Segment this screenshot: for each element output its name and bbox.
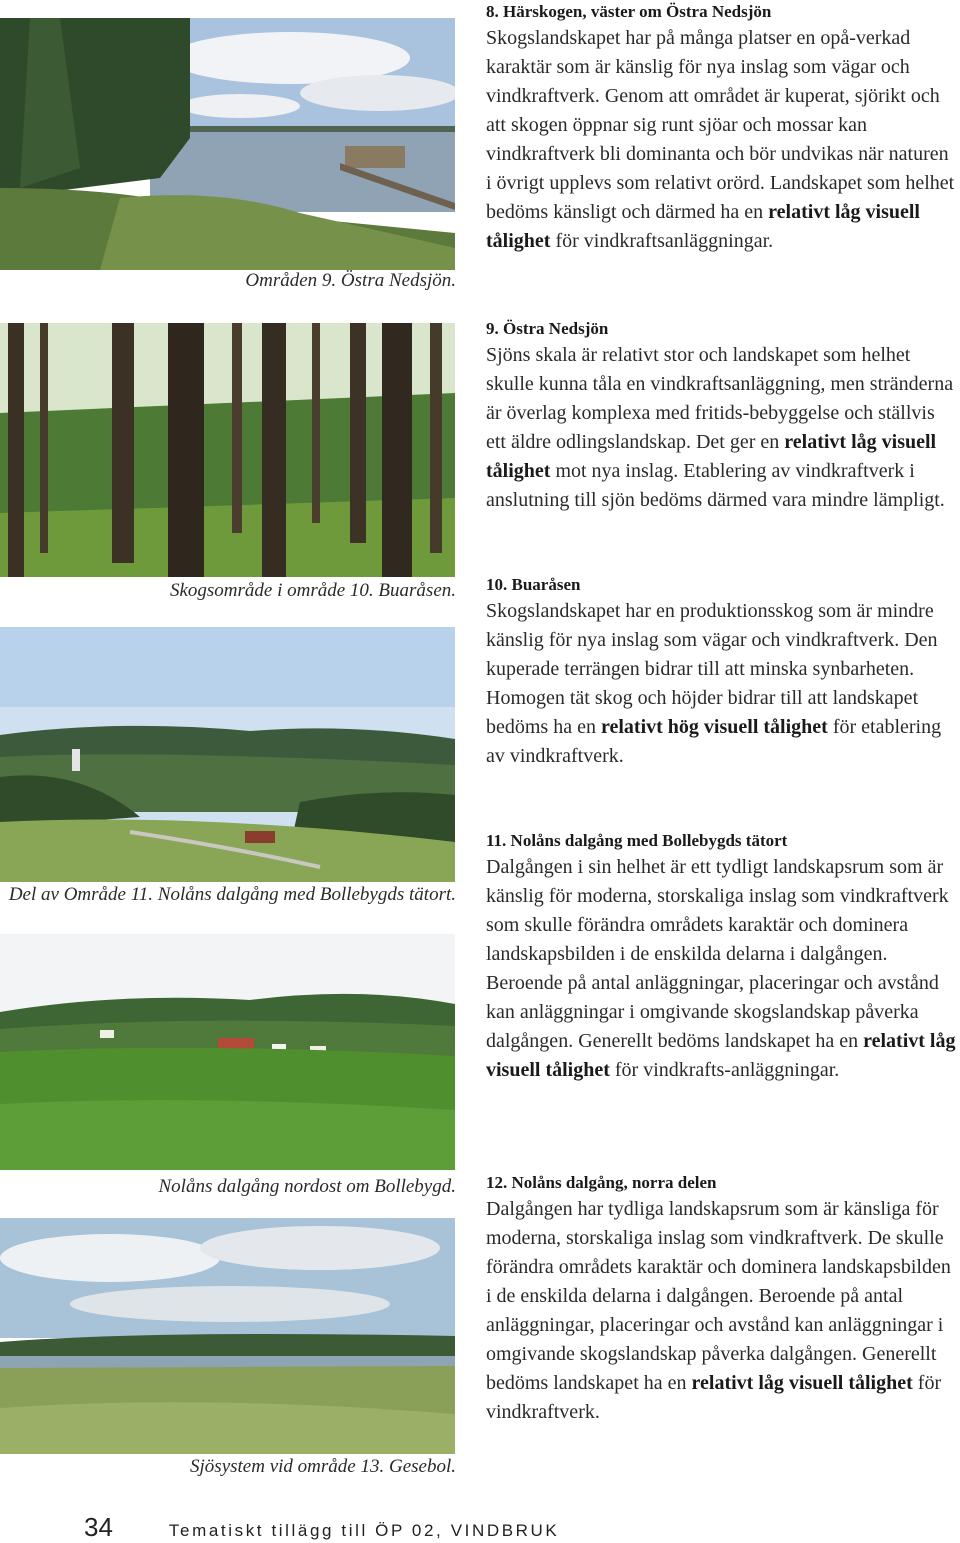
photo-spruce-forest bbox=[0, 323, 455, 577]
section-heading: 12. Nolåns dalgång, norra delen bbox=[486, 1173, 717, 1192]
tolerance-rating: relativt låg visuell tålighet bbox=[486, 201, 920, 252]
section-nolans-dalgang-tatort bbox=[486, 829, 958, 1085]
section-heading: 10. Buaråsen bbox=[486, 575, 581, 594]
tolerance-rating: relativt låg visuell tålighet bbox=[691, 1372, 913, 1394]
photo-caption: Områden 9. Östra Nedsjön. bbox=[245, 270, 456, 291]
section-heading: 11. Nolåns dalgång med Bollebygds tätort bbox=[486, 831, 788, 850]
tolerance-rating: relativt hög visuell tålighet bbox=[600, 716, 828, 738]
section-buarasen bbox=[486, 573, 958, 771]
photo-valley-town bbox=[0, 627, 455, 882]
photo-lake-shore bbox=[0, 18, 455, 270]
photo-caption: Sjösystem vid område 13. Gesebol. bbox=[190, 1456, 456, 1477]
section-body: Skogslandskapet har en produktionsskog som är mindre känslig för nya inslag som vägar och vindkraftverk. Den kuperade terrängen bidrar till att minska synbarheten. Homogen tät skog och höjder bidrar till att landskapet bedöms ha en relativt hög visuell tålighet för etablering av vindkraftverk. bbox=[486, 600, 942, 767]
photo-caption: Del av Område 11. Nolåns dalgång med Bollebygds tätort. bbox=[8, 884, 456, 905]
section-ostra-nedsjon bbox=[486, 317, 958, 515]
tolerance-rating: relativt låg visuell tålighet bbox=[486, 431, 937, 482]
section-body: Sjöns skala är relativt stor och landskapet som helhet skulle kunna tåla en vindkraftsanläggning, men stränderna är överlag komplexa med fritids-bebyggelse och ställvis ett äldre odlingslandskap. Det ger en relativt låg visuell tålighet mot nya inslag. Etablering av vindkraftverk i anslutning till sjön bedöms därmed vara mindre lämpligt. bbox=[486, 344, 954, 511]
section-body: Skogslandskapet har på många platser en opå-verkad karaktär som är känslig för nya inslag som vägar och vindkraftverk. Genom att området är kuperat, sjörikt och att skogen öppnar sig runt sjöar och mossar kan vindkraftverk bli dominanta och bör undvikas när naturen i övrigt upplevs som relativt orörd. Landskapet som helhet bedöms känsligt och därmed ha en relativt låg visuell tålighet för vindkraftsanläggningar. bbox=[486, 27, 955, 252]
section-heading: 8. Härskogen, väster om Östra Nedsjön bbox=[486, 2, 772, 21]
photo-caption: Nolåns dalgång nordost om Bollebygd. bbox=[158, 1176, 456, 1197]
page-number: 34 bbox=[84, 1512, 113, 1542]
photo-lake-meadow bbox=[0, 1218, 455, 1454]
section-body: Dalgången har tydliga landskapsrum som är känsliga för moderna, storskaliga inslag som vindkraftverk. De skulle förändra områdets karaktär och dominera landskapsbilden i de enskilda delarna i dalgången. Beroende på antal anläggningar, placeringar och avstånd kan anläggningar i omgivande skogslandskap påverka dalgången. Generellt bedöms landskapet ha en relativt låg visuell tålighet för vindkraftverk. bbox=[486, 1198, 951, 1423]
photo-green-field bbox=[0, 934, 455, 1170]
page-footer bbox=[84, 1512, 559, 1543]
section-nolans-dalgang-norra bbox=[486, 1171, 958, 1427]
tolerance-rating: relativt låg visuell tålighet bbox=[486, 1030, 956, 1081]
photo-caption: Skogsområde i område 10. Buaråsen. bbox=[169, 580, 456, 601]
section-body: Dalgången i sin helhet är ett tydligt landskapsrum som är känslig för moderna, storskaliga inslag som vindkraftverk som skulle förändra områdets karaktär och dominera landskapsbilden i de enskilda delarna i dalgången. Beroende på antal anläggningar, placeringar och avstånd kan anläggningar i omgivande skogslandskap påverka dalgången. Generellt bedöms landskapet ha en relativt låg visuell tålighet för vindkrafts-anläggningar. bbox=[486, 856, 956, 1081]
running-title: Tematiskt tillägg till ÖP 02, VINDBRUK bbox=[168, 1521, 560, 1540]
section-harskogen bbox=[486, 0, 958, 256]
section-heading: 9. Östra Nedsjön bbox=[486, 319, 609, 338]
